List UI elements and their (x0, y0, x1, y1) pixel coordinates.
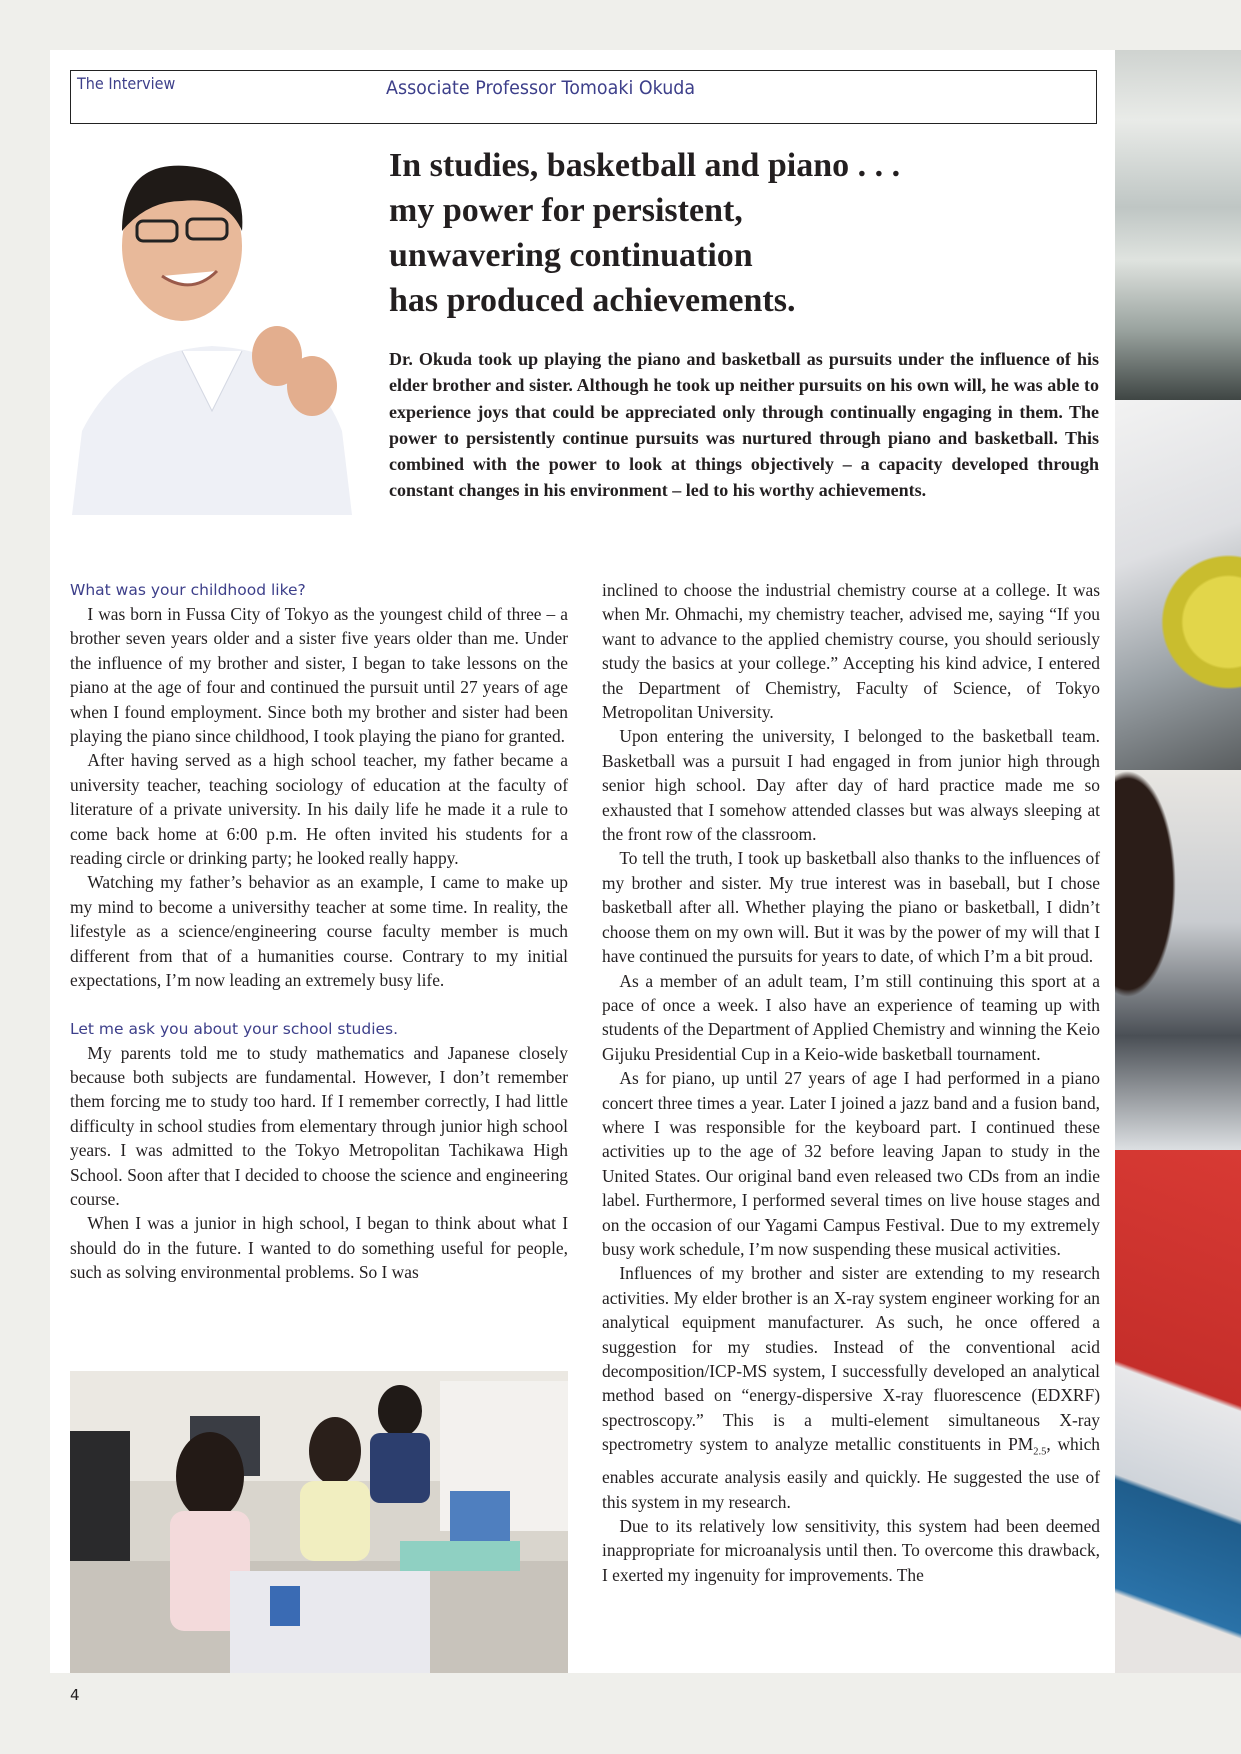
lead-paragraph: Dr. Okuda took up playing the piano and basketball as pursuits under the influence of his elder brother and sister. Although he took up neither pursuits on his own will, he was able to experience joys that could be appreciated only through continually engaging in them. The power to persistently continue pursuits was nurtured through piano and basketball. This combined with the power to look at things objectively – a capacity developed through constant changes in his environment – led to his worthy achievements. (389, 349, 1099, 501)
paragraph: Upon entering the university, I belonged to the basketball team. Basketball was a pursuit I had engaged in from junior high through senior high school. Day after day of hard practice made me so exhausted that I somehow attended classes but was always sleeping at the front row of the classroom. (602, 726, 1100, 845)
subscript: 2.5 (1033, 1446, 1047, 1458)
paragraph: After having served as a high school teacher, my father became a university teacher, teaching sociology of education at the faculty of literature of a private university. In his daily life he made it a rule to come back home at 6:00 p.m. He often invited his students for a reading circle or drinking party; he looked really happy. (70, 750, 568, 869)
text: , which enables accurate analysis easily and quickly. He suggested the use of this system in my research. (602, 1434, 1100, 1512)
text: Influences of my brother and sister are extending to my research activities. My elder brother is an X-ray system engineer working for an analytical equipment manufacturer. As such, he once offered a suggestion for my studies. Instead of the conventional acid decomposition/ICP-MS system, I successfully developed an analytical method based on “energy-dispersive X-ray fluorescence (EDXRF) spectroscopy.” This is a multi-element simultaneous X-ray spectrometry system to analyze metallic constituents in PM (602, 1263, 1100, 1455)
headline-line: my power for persistent, (389, 192, 743, 229)
lab-photo-strip (1115, 50, 1241, 1673)
question-childhood: What was your childhood like? (70, 581, 306, 599)
left-column (70, 578, 568, 1285)
subject-name: Associate Professor Tomoaki Okuda (386, 77, 696, 99)
right-column (602, 578, 1100, 1587)
paragraph: My parents told me to study mathematics and Japanese closely because both subjects are fundamental. However, I don’t remember them forcing me to study too hard. If I remember correctly, I had little difficulty in school studies from elementary through junior high school years. I was admitted to the Tokyo Metropolitan Tachikawa High School. Soon after that I decided to choose the science and engineering course. (70, 1042, 568, 1209)
lab-students-photo (70, 1371, 568, 1673)
headline-line: has produced achievements. (389, 282, 796, 319)
interview-header (70, 70, 1097, 124)
paragraph-edxrf (602, 1261, 1100, 1514)
paragraph: Watching my father’s behavior as an example, I came to make up my mind to become a universithy teacher at some time. In reality, the lifestyle as a science/engineering course faculty member is much different from that of a humanities course. Contrary to my initial expectations, I’m now leading an extremely busy life. (70, 872, 568, 991)
portrait-photo (62, 151, 358, 515)
paragraph: To tell the truth, I took up basketball also thanks to the influences of my brother and sister. My true interest was in baseball, but I chose basketball after all. Whether playing the piano or basketball, I didn’t choose them on my own will. But it was by the power of my will that I have continued the pursuits for years to date, of which I’m a bit proud. (602, 848, 1100, 967)
headline-line: unwavering continuation (389, 237, 753, 274)
page-number: 4 (70, 1686, 80, 1704)
paragraph: Due to its relatively low sensitivity, this system had been deemed inappropriate for microanalysis until then. To overcome this drawback, I exerted my ingenuity for improvements. The (602, 1515, 1100, 1585)
paragraph: As for piano, up until 27 years of age I had performed in a piano concert three times a year. Later I joined a jazz band and a fusion band, where I was responsible for the keyboard part. I continued these activities up to the age of 32 before leaving Japan to study in the United States. Our original band even released two CDs from an indie label. Furthermore, I performed several times on live house stages and on the occasion of our Yagami Campus Festival. Due to my extremely busy work schedule, I’m now suspending these musical activities. (602, 1068, 1100, 1259)
paragraph-continuation: inclined to choose the industrial chemistry course at a college. It was when Mr. Ohmachi, my chemistry teacher, advised me, saying “If you want to advance to the applied chemistry course, you should seriously study the basics at your college.” Accepting his kind advice, I entered the Department of Chemistry, Faculty of Science, of Tokyo Metropolitan University. (602, 580, 1100, 723)
section-label: The Interview (77, 74, 176, 93)
headline-line: In studies, basketball and piano . . . (389, 147, 901, 184)
headline (389, 143, 900, 323)
paragraph: I was born in Fussa City of Tokyo as the youngest child of three – a brother seven years older and a sister five years older than me. Under the influence of my brother and sister, I began to take lessons on the piano at the age of four and continued the pursuit until 27 years of age when I found employment. Since both my brother and sister had been playing the piano since childhood, I took playing the piano for granted. (70, 604, 568, 747)
question-school-studies: Let me ask you about your school studies. (70, 1019, 399, 1038)
paragraph: As a member of an adult team, I’m still continuing this sport at a pace of once a week. I also have an experience of teaming up with students of the Department of Applied Chemistry and winning the Keio Gijuku Presidential Cup in a Keio-wide basketball tournament. (602, 970, 1100, 1064)
paragraph: When I was a junior in high school, I began to think about what I should do in the future. I wanted to do something useful for people, such as solving environmental problems. So I was (70, 1213, 568, 1283)
